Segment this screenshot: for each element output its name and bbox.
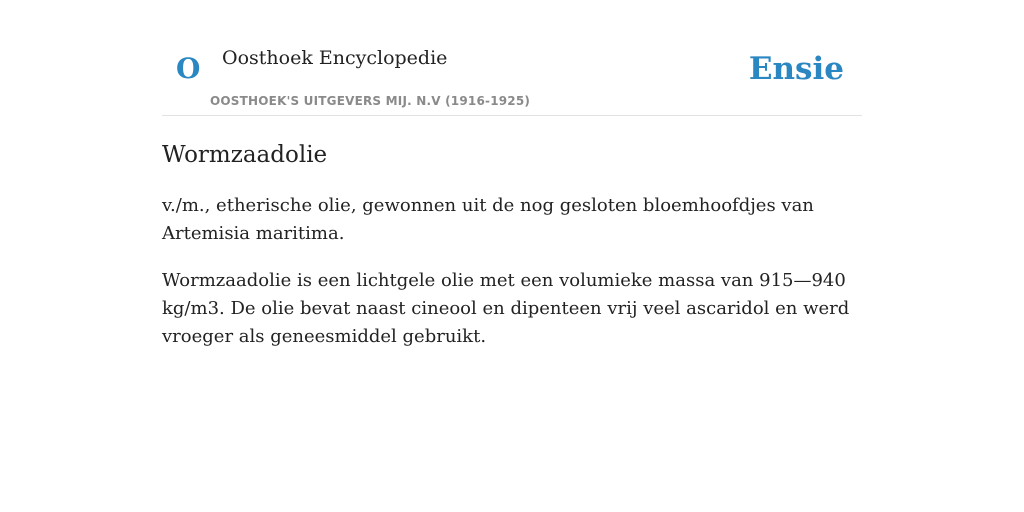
- article-paragraph-description: Wormzaadolie is een lichtgele olie met een volumieke massa van 915—940 kg/m3. De olie bevat naast cineool en dipenteen vrij veel ascaridol en werd vroeger als geneesmiddel gebruikt.: [162, 270, 850, 347]
- article-content: [162, 140, 862, 351]
- article-title: Wormzaadolie: [162, 142, 328, 168]
- encyclopedia-logo-link[interactable]: O: [176, 52, 201, 85]
- site-header: [162, 0, 862, 116]
- publisher-subtitle: OOSTHOEK'S UITGEVERS MIJ. N.V (1916-1925): [210, 94, 531, 108]
- article-paragraph-definition: v./m., etherische olie, gewonnen uit de nog gesloten bloemhoofdjes van Artemisia maritima.: [162, 195, 814, 244]
- ensie-brand-link[interactable]: Ensie: [748, 51, 844, 87]
- encyclopedia-title-link[interactable]: Oosthoek Encyclopedie: [222, 47, 448, 69]
